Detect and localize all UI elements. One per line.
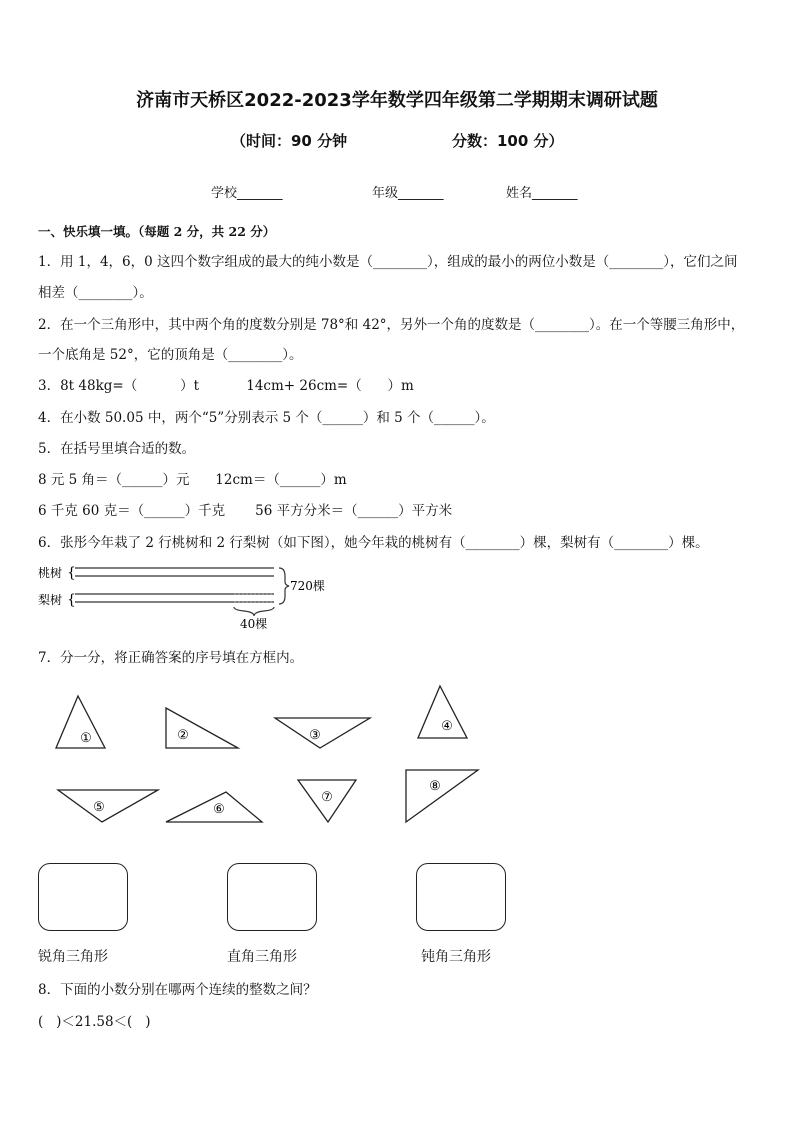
question-8: 8．下面的小数分别在哪两个连续的整数之间？ <box>38 982 317 998</box>
pear-label: 梨树 <box>38 593 63 607</box>
question-8-answer[interactable]: ( )＜21.58＜( ) <box>38 1014 151 1030</box>
tree-row-diagram <box>36 560 336 632</box>
question-5: 5．在括号里填合适的数。 <box>38 441 196 457</box>
triangle-7-label: ⑦ <box>321 790 333 805</box>
acute-answer-box[interactable] <box>38 863 128 931</box>
obtuse-triangle-label: 钝角三角形 <box>421 949 491 965</box>
svg-text:{: { <box>67 592 76 608</box>
acute-triangle-label: 锐角三角形 <box>38 949 108 965</box>
triangle-1-label: ① <box>80 731 92 746</box>
section-heading: 一、快乐填一填。（每题 2 分，共 22 分） <box>38 224 276 239</box>
school-field[interactable]: 学校_______ <box>211 186 283 201</box>
obtuse-answer-box[interactable] <box>416 863 506 931</box>
triangle-2-label: ② <box>177 728 189 743</box>
peach-label: 桃树 <box>38 566 63 580</box>
question-3: 3．8t 48kg=（ ）t 14cm+ 26cm=（ ）m <box>38 378 414 394</box>
triangle-5-label: ⑤ <box>93 800 105 815</box>
triangle-3 <box>275 718 370 748</box>
exam-time: （时间：90 分钟 <box>231 132 348 150</box>
triangle-3-label: ③ <box>309 728 321 743</box>
question-7: 7．分一分，将正确答案的序号填在方框内。 <box>38 650 304 666</box>
question-1-cont: 相差（________）。 <box>38 285 153 301</box>
question-1: 1．用 1，4，6，0 这四个数字组成的最大的纯小数是（________），组成的最小的两位小数是（________），它们之间 <box>38 254 738 270</box>
question-2-cont: 一个底角是 52°，它的顶角是（________）。 <box>38 347 303 363</box>
exam-score: 分数：100 分） <box>452 132 564 150</box>
right-answer-box[interactable] <box>227 863 317 931</box>
question-4: 4．在小数 50.05 中，两个“5”分别表示 5 个（______）和 5 个（______）。 <box>38 410 495 426</box>
triangle-5 <box>58 790 158 822</box>
triangle-6-label: ⑥ <box>213 802 225 817</box>
difference-label: 40棵 <box>240 617 268 631</box>
question-2: 2．在一个三角形中，其中两个角的度数分别是 78°和 42°，另外一个角的度数是（________）。在一个等腰三角形中， <box>38 317 745 333</box>
question-5-line-1: 8 元 5 角＝（______）元 12cm＝（______）m <box>38 472 347 488</box>
right-triangle-label: 直角三角形 <box>227 949 297 965</box>
triangle-8-label: ⑧ <box>429 779 441 794</box>
question-6: 6．张彤今年栽了 2 行桃树和 2 行梨树（如下图），她今年栽的桃树有（________）棵，梨树有（________）棵。 <box>38 535 709 551</box>
svg-text:{: { <box>67 565 76 581</box>
grade-field[interactable]: 年级_______ <box>372 186 444 201</box>
triangle-4-label: ④ <box>441 719 453 734</box>
name-field[interactable]: 姓名_______ <box>506 186 578 201</box>
triangle-figures <box>40 680 500 830</box>
question-5-line-2: 6 千克 60 克＝（______）千克 56 平方分米＝（______）平方米 <box>38 503 453 519</box>
total-label: 720棵 <box>290 579 325 593</box>
triangle-8 <box>406 770 478 822</box>
page-title: 济南市天桥区2022-2023学年数学四年级第二学期期末调研试题 <box>136 90 658 111</box>
